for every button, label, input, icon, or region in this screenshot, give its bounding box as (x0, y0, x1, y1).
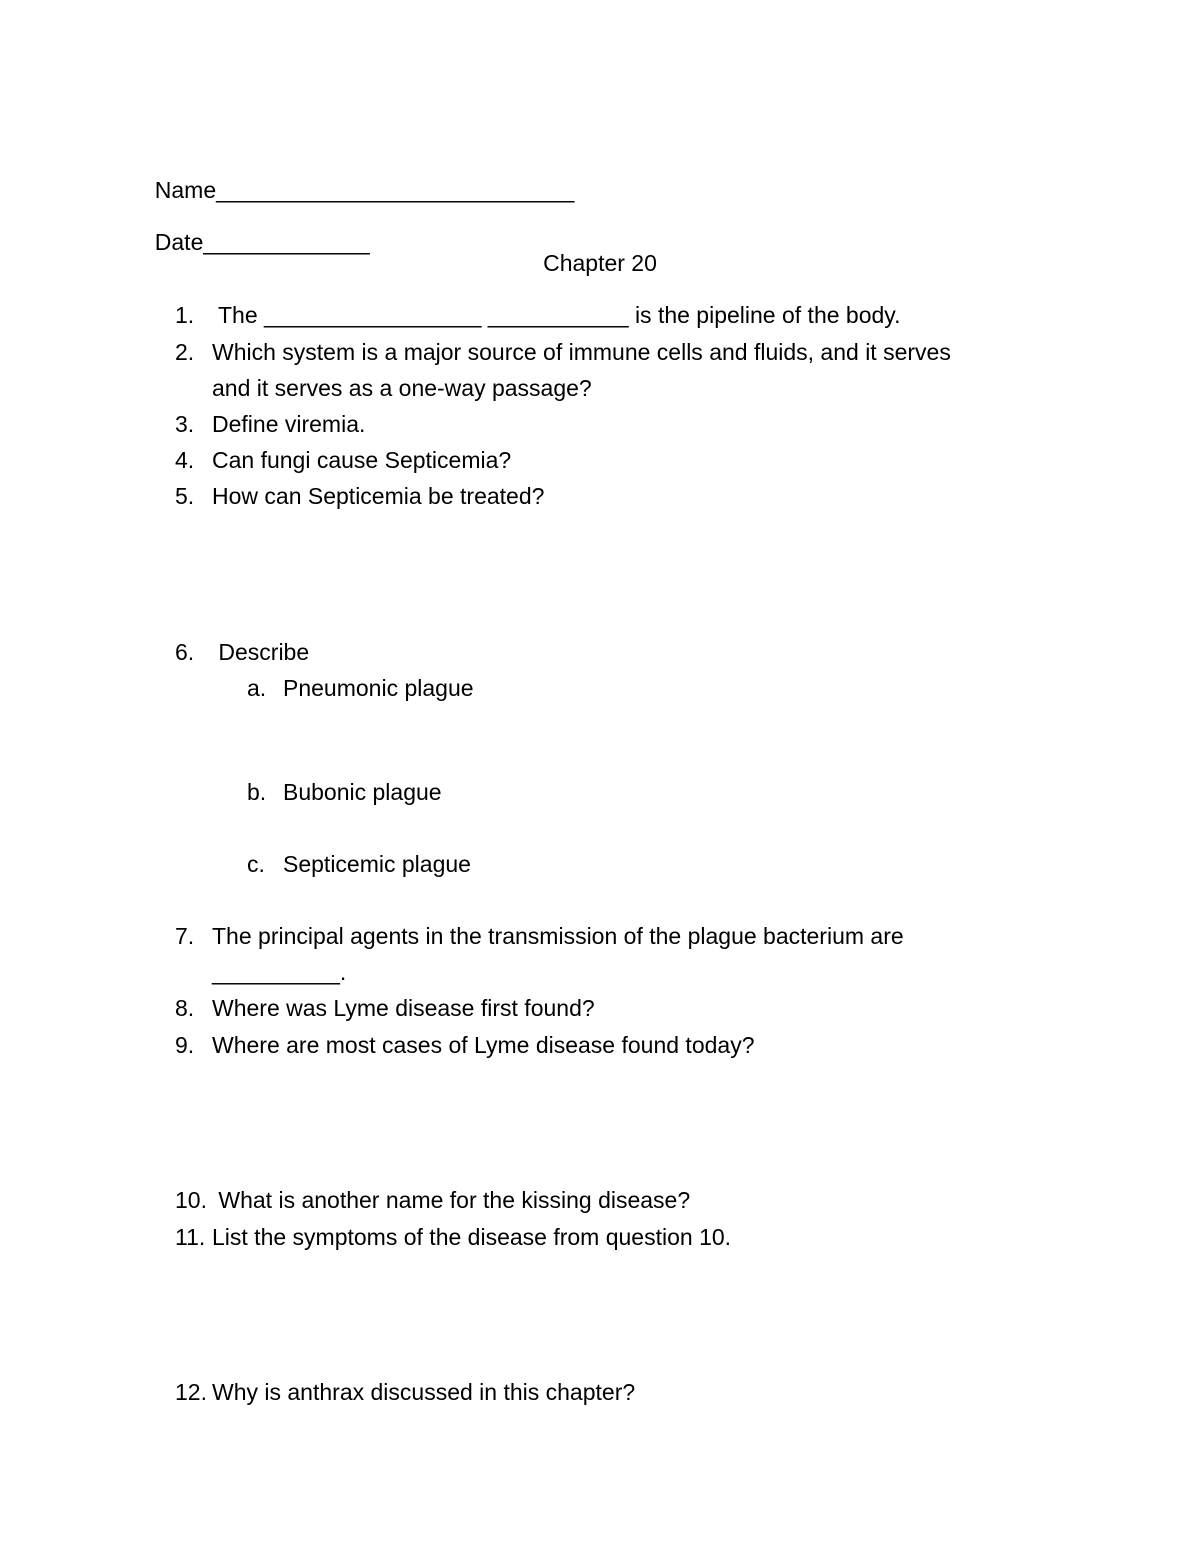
question-number: 8. (175, 995, 195, 1021)
question-text: How can Septicemia be treated? (212, 483, 545, 509)
sub-question-letter: a. (247, 675, 267, 701)
sub-question-letter: b. (247, 779, 267, 805)
date-blank[interactable]: _____________ (203, 229, 370, 255)
question-text: The _________________ ___________ is the pipeline of the body. (212, 302, 901, 328)
question-number: 1. (175, 302, 195, 328)
question-text: Can fungi cause Septicemia? (212, 447, 512, 473)
sub-question-text: Bubonic plague (283, 779, 442, 805)
question-text: Where was Lyme disease first found? (212, 995, 595, 1021)
name-blank[interactable]: ____________________________ (216, 177, 575, 203)
question-number: 6. (175, 639, 195, 665)
question-text: The principal agents in the transmission of the plague bacterium are (212, 923, 904, 949)
sub-question-text: Septicemic plague (283, 851, 471, 877)
question-number: 3. (175, 411, 195, 437)
question-text: Why is anthrax discussed in this chapter? (212, 1379, 636, 1405)
question-number: 9. (175, 1032, 195, 1058)
question-number: 2. (175, 339, 195, 365)
date-label: Date (154, 229, 204, 255)
page-title: Chapter 20 (543, 250, 657, 276)
question-number: 10. (175, 1187, 207, 1213)
question-number: 11. (175, 1224, 206, 1250)
question-text: Define viremia. (212, 411, 366, 437)
question-number: 4. (175, 447, 195, 473)
question-text: List the symptoms of the disease from question 10. (212, 1224, 732, 1250)
question-text: Where are most cases of Lyme disease found today? (212, 1032, 755, 1058)
sub-question-letter: c. (247, 851, 265, 877)
question-text-continued: and it serves as a one-way passage? (212, 375, 592, 401)
name-field[interactable] (142, 145, 574, 205)
question-text: Which system is a major source of immune cells and fluids, and it serves (212, 339, 951, 365)
question-number: 7. (175, 923, 195, 949)
question-text-continued: __________. (212, 959, 347, 985)
name-label: Name (154, 177, 217, 203)
question-number: 5. (175, 483, 195, 509)
question-text: What is another name for the kissing disease? (212, 1187, 691, 1213)
question-number: 12. (175, 1379, 207, 1405)
question-text: Describe (212, 639, 310, 665)
sub-question-text: Pneumonic plague (283, 675, 474, 701)
